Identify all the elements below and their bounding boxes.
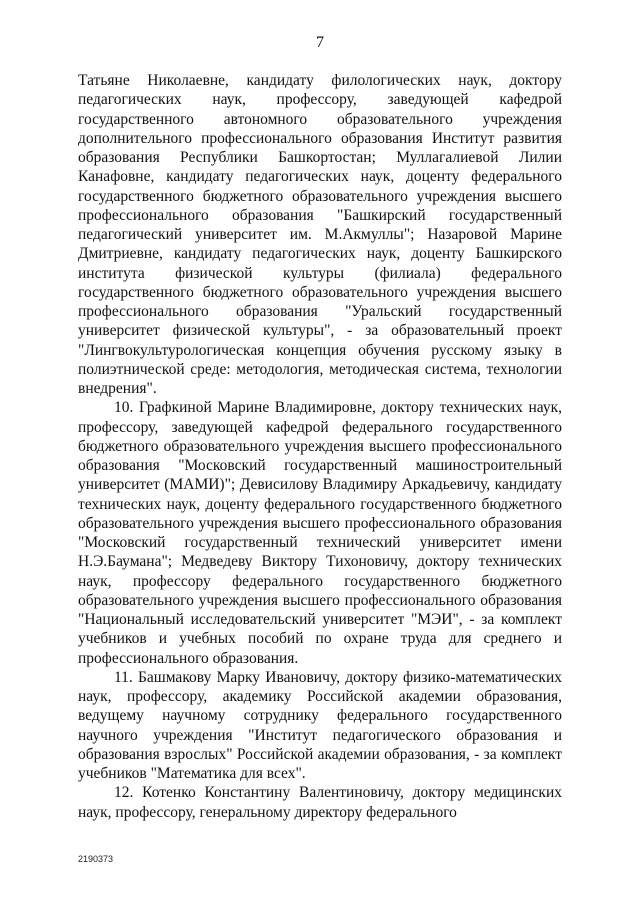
paragraph-9-continuation: Татьяне Николаевне, кандидату филологических наук, доктору педагогических наук, профессору, заведующей кафедрой государственного автономного образовательного учреждения дополнительного профессионального образования Институт развития образования Республики Башкортостан; Муллагалиевой Лилии Канафовне, кандидату педагогических наук, доценту федерального государственного бюджетного образовательного учреждения высшего профессионального образования "Башкирский государственный педагогический университет им. М.Акмуллы"; Назаровой Марине Дмитриевне, кандидату педагогических наук, доценту Башкирского института физической культуры (филиала) федерального государственного бюджетного образовательного учреждения высшего профессионального образования "Уральский государственный университет физической культуры", - за образовательный проект "Лингвокультурологическая концепция обучения русскому языку в полиэтнической среде: методология, методическая система, технологии внедрения". [78, 72, 562, 397]
document-code: 2190373 [78, 854, 114, 864]
paragraph-12: 12. Котенко Константину Валентиновичу, доктору медицинских наук, профессору, генеральному директору федерального [78, 784, 562, 821]
document-body [78, 71, 562, 822]
paragraph-10: 10. Графкиной Марине Владимировне, доктору технических наук, профессору, заведующей кафедрой федерального государственного бюджетного образовательного учреждения высшего профессионального образования "Московский государственный машиностроительный университет (МАМИ)"; Девисилову Владимиру Аркадьевичу, кандидату технических наук, доценту федерального государственного бюджетного образовательного учреждения высшего профессионального образования "Московский государственный технический университет имени Н.Э.Баумана"; Медведеву Виктору Тихоновичу, доктору технических наук, профессору федерального государственного бюджетного образовательного учреждения высшего профессионального образования "Национальный исследовательский университет "МЭИ", - за комплект учебников и учебных пособий по охране труда для среднего и профессионального образования. [78, 399, 562, 667]
page-number: 7 [316, 34, 324, 51]
paragraph-11: 11. Башмакову Марку Ивановичу, доктору физико-математических наук, профессору, академику Российской академии образования, ведущему научному сотруднику федерального государственного научного учреждения "Институт педагогического образования и образования взрослых" Российской академии образования, - за комплект учебников "Математика для всех". [78, 668, 562, 782]
